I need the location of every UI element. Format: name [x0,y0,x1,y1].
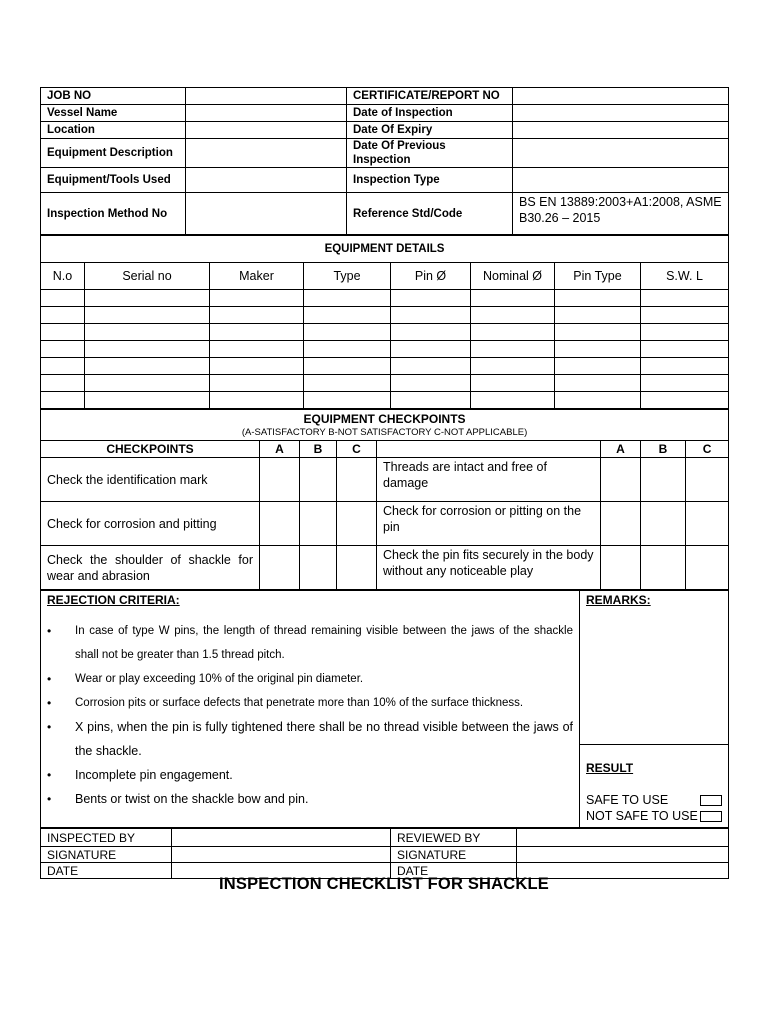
job-no-field[interactable] [186,88,347,105]
list-item: • Bents or twist on the shackle bow and pin. [45,787,573,811]
col-serial-no: Serial no [85,263,210,290]
checkpoints-col-label: CHECKPOINTS [41,441,260,458]
checkpoint-corrosion-pitting: Check for corrosion and pitting [41,502,260,546]
not-safe-to-use-checkbox[interactable] [700,811,722,822]
signature-label: SIGNATURE [41,847,172,863]
certificate-no-label: CERTIFICATE/REPORT NO [347,88,513,105]
check-cell[interactable] [300,546,337,590]
checkpoints-table [40,409,729,590]
check-cell[interactable] [260,546,300,590]
check-cell[interactable] [337,458,377,502]
checkpoint-pin-corrosion: Check for corrosion or pitting on the pin [377,502,601,546]
table-row[interactable] [41,358,729,375]
col-pin-dia: Pin Ø [391,263,471,290]
inspected-by-label: INSPECTED BY [41,829,172,847]
check-cell[interactable] [337,502,377,546]
location-label: Location [41,122,186,139]
checkpoints-legend: (A-SATISFACTORY B-NOT SATISFACTORY C-NOT APPLICABLE) [241,427,528,438]
table-row[interactable] [41,307,729,324]
table-row[interactable] [41,375,729,392]
check-cell[interactable] [337,546,377,590]
date-label: DATE [391,863,517,879]
equipment-description-label: Equipment Description [41,139,186,168]
table-row[interactable] [41,392,729,409]
check-cell[interactable] [300,502,337,546]
col-b-left: B [300,441,337,458]
col-maker: Maker [210,263,304,290]
col-no: N.o [41,263,85,290]
job-no-label: JOB NO [41,88,186,105]
date-of-expiry-field[interactable] [513,122,729,139]
col-c-left: C [337,441,377,458]
remarks-section[interactable] [580,591,729,745]
check-cell[interactable] [601,458,641,502]
reviewed-by-label: REVIEWED BY [391,829,517,847]
checkpoint-row [41,458,729,502]
check-cell[interactable] [300,458,337,502]
check-cell[interactable] [686,458,729,502]
date-label: DATE [41,863,172,879]
result-title: RESULT [586,761,634,775]
check-cell[interactable] [641,458,686,502]
vessel-name-field[interactable] [186,105,347,122]
check-cell[interactable] [260,502,300,546]
location-field[interactable] [186,122,347,139]
equipment-details-title: EQUIPMENT DETAILS [41,236,729,263]
checkpoints-col-blank [377,441,601,458]
certificate-no-field[interactable] [513,88,729,105]
date-of-inspection-field[interactable] [513,105,729,122]
date-previous-inspection-label: Date Of Previous Inspection [347,139,513,168]
not-safe-to-use-label: NOT SAFE TO USE [586,809,698,823]
checkpoint-shoulder-wear: Check the shoulder of shackle for wear and abrasion [41,546,260,590]
criteria-table [40,590,729,828]
header-table [40,87,729,235]
checkpoints-title: EQUIPMENT CHECKPOINTS [303,412,466,426]
list-item: • Incomplete pin engagement. [45,763,573,787]
safe-to-use-checkbox[interactable] [700,795,722,806]
check-cell[interactable] [641,546,686,590]
safe-to-use-label: SAFE TO USE [586,793,669,807]
col-nominal-dia: Nominal Ø [471,263,555,290]
col-type: Type [304,263,391,290]
result-section [580,745,729,828]
col-c-right: C [686,441,729,458]
document-title: INSPECTION CHECKLIST FOR SHACKLE [219,875,549,893]
equipment-description-field[interactable] [186,139,347,168]
rejection-criteria-section [41,591,580,828]
inspected-by-field[interactable] [172,829,391,847]
reference-std-label: Reference Std/Code [347,193,513,235]
table-row[interactable] [41,290,729,307]
col-a-right: A [601,441,641,458]
rejection-criteria-list [45,619,573,811]
equipment-details-table [40,235,729,409]
date-of-inspection-label: Date of Inspection [347,105,513,122]
check-cell[interactable] [601,502,641,546]
col-b-right: B [641,441,686,458]
col-a-left: A [260,441,300,458]
checkpoints-header [41,410,729,441]
inspection-method-no-field[interactable] [186,193,347,235]
inspection-type-field[interactable] [513,168,729,193]
check-cell[interactable] [601,546,641,590]
inspection-type-label: Inspection Type [347,168,513,193]
signature-label: SIGNATURE [391,847,517,863]
equipment-tools-used-label: Equipment/Tools Used [41,168,186,193]
vessel-name-label: Vessel Name [41,105,186,122]
check-cell[interactable] [641,502,686,546]
date-of-expiry-label: Date Of Expiry [347,122,513,139]
inspection-form [40,87,728,879]
table-row[interactable] [41,324,729,341]
reference-std-value: BS EN 13889:2003+A1:2008, ASME B30.26 – 2015 [513,193,729,235]
col-swl: S.W. L [641,263,729,290]
check-cell[interactable] [686,502,729,546]
col-pin-type: Pin Type [555,263,641,290]
checkpoint-pin-fits: Check the pin fits securely in the body without any noticeable play [377,546,601,590]
list-item: • X pins, when the pin is fully tightened there shall be no thread visible between the jaws of the shackle. [45,715,573,763]
signoff-table [40,828,729,879]
list-item: • Wear or play exceeding 10% of the original pin diameter. [45,667,573,691]
rejection-criteria-title: REJECTION CRITERIA: [47,593,180,607]
checkpoint-row [41,502,729,546]
check-cell[interactable] [686,546,729,590]
inspector-signature-field[interactable] [172,847,391,863]
table-row[interactable] [41,341,729,358]
reviewed-by-field[interactable] [517,829,729,847]
checkpoint-row [41,546,729,590]
date-previous-inspection-field[interactable] [513,139,729,168]
check-cell[interactable] [260,458,300,502]
not-safe-to-use-option[interactable] [586,808,722,824]
checkpoint-identification-mark: Check the identification mark [41,458,260,502]
list-item: • In case of type W pins, the length of thread remaining visible between the jaws of the shackle shall not be greater than 1.5 thread pitch. [45,619,573,667]
reviewer-signature-field[interactable] [517,847,729,863]
checkpoint-threads-intact: Threads are intact and free of damage [377,458,601,502]
inspection-method-no-label: Inspection Method No [41,193,186,235]
remarks-title: REMARKS: [586,593,651,607]
safe-to-use-option[interactable] [586,792,722,808]
list-item: • Corrosion pits or surface defects that penetrate more than 10% of the surface thickness. [45,691,573,715]
equipment-tools-used-field[interactable] [186,168,347,193]
